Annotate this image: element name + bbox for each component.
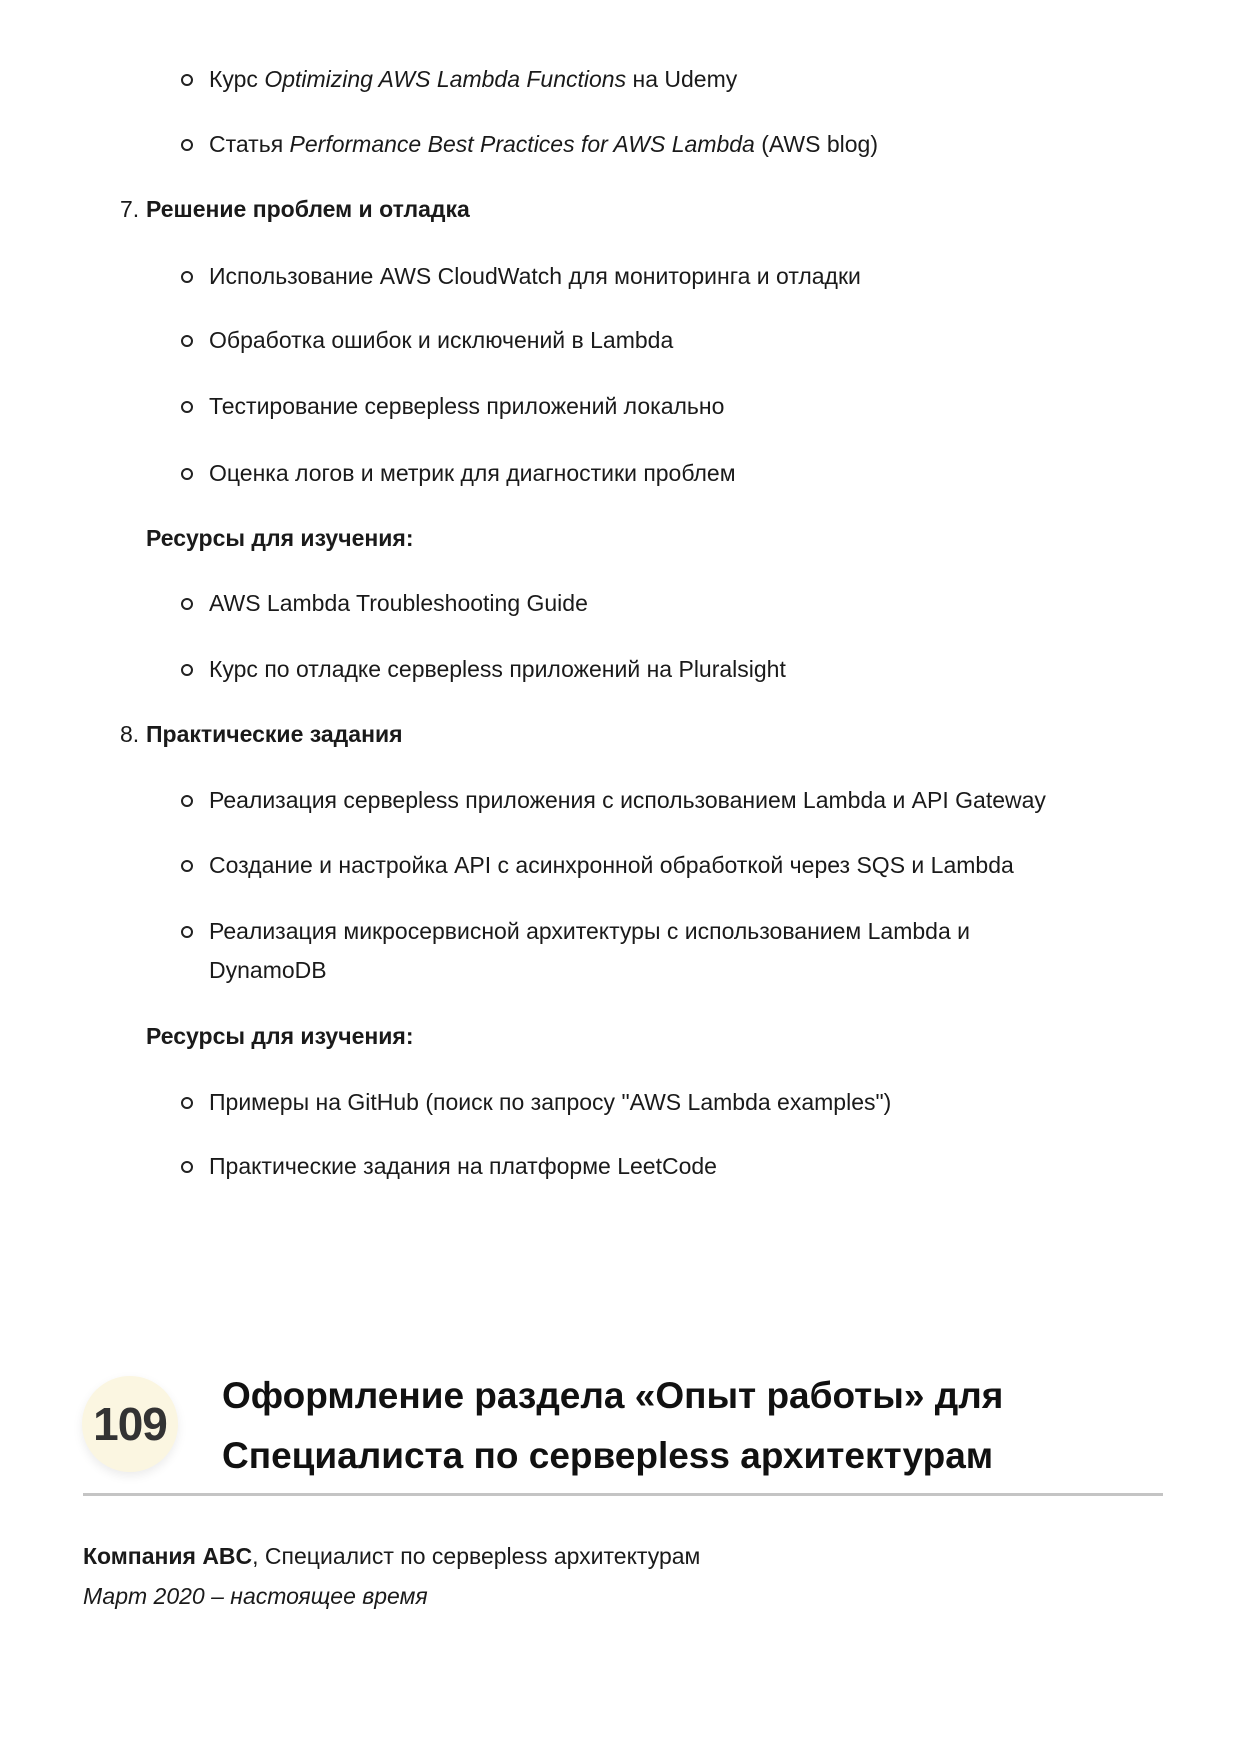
list-item [209, 261, 861, 291]
bullet-circle-icon [181, 1097, 193, 1109]
bullet-circle-icon [181, 795, 193, 807]
bullet-circle-icon [181, 74, 193, 86]
text-run: Курс по отладке серверless приложений на Pluralsight [209, 656, 786, 682]
text-run: Практические задания [146, 721, 403, 747]
list-item-continuation [209, 955, 327, 985]
bullet-circle-icon [181, 926, 193, 938]
list-item [209, 458, 736, 488]
section-divider [83, 1493, 1163, 1496]
bullet-circle-icon [181, 1161, 193, 1173]
text-run: Ресурсы для изучения: [146, 525, 414, 551]
list-number: 8. [120, 721, 140, 747]
list-item [209, 654, 786, 684]
resources-label [146, 523, 413, 553]
text-run: Performance Best Practices for AWS Lambda [289, 131, 755, 157]
text-run: на Udemy [626, 66, 738, 92]
list-item [209, 391, 724, 421]
list-item [209, 850, 1014, 880]
text-run: Использование AWS CloudWatch для мониторинга и отладки [209, 263, 861, 289]
bullet-circle-icon [181, 860, 193, 872]
job-line [83, 1541, 700, 1571]
text-run: Реализация микросервисной архитектуры с использованием Lambda и [209, 918, 970, 944]
text-run: Статья [209, 131, 290, 157]
section-number-badge: 109 [82, 1376, 178, 1472]
bullet-circle-icon [181, 271, 193, 283]
bullet-circle-icon [181, 664, 193, 676]
resources-label [146, 1021, 413, 1051]
text-run: Создание и настройка API с асинхронной обработкой через SQS и Lambda [209, 852, 1014, 878]
numbered-heading [146, 194, 470, 224]
text-run: AWS Lambda Troubleshooting Guide [209, 590, 588, 616]
text-run: Курс [209, 66, 265, 92]
list-item [209, 64, 737, 94]
bullet-circle-icon [181, 401, 193, 413]
text-run: Практические задания на платформе LeetCode [209, 1153, 717, 1179]
company-name: Компания ABC [83, 1543, 253, 1569]
job-period: Март 2020 – настоящее время [83, 1583, 428, 1609]
numbered-heading [146, 719, 403, 749]
text-run: Решение проблем и отладка [146, 196, 470, 222]
bullet-circle-icon [181, 468, 193, 480]
list-item [209, 916, 970, 946]
section-title-line-1: Оформление раздела «Опыт работы» для [222, 1375, 1004, 1416]
list-item [209, 785, 1046, 815]
bullet-circle-icon [181, 139, 193, 151]
list-item [209, 129, 878, 159]
job-role: , Специалист по серверless архитектурам [252, 1543, 701, 1569]
text-run: (AWS blog) [754, 131, 878, 157]
bullet-circle-icon [181, 598, 193, 610]
list-item [209, 1087, 891, 1117]
text-run: Optimizing AWS Lambda Functions [264, 66, 627, 92]
list-item [209, 1151, 717, 1181]
section-title-line-2: Специалиста по серверless архитектурам [222, 1435, 994, 1476]
text-run: Обработка ошибок и исключений в Lambda [209, 327, 674, 353]
text-run: DynamoDB [209, 957, 327, 983]
list-item [209, 325, 673, 355]
bullet-circle-icon [181, 335, 193, 347]
text-run: Примеры на GitHub (поиск по запросу "AWS Lambda examples") [209, 1089, 892, 1115]
text-run: Тестирование серверless приложений локально [209, 393, 725, 419]
list-number: 7. [120, 196, 140, 222]
text-run: Реализация серверless приложения с использованием Lambda и API Gateway [209, 787, 1046, 813]
text-run: Ресурсы для изучения: [146, 1023, 414, 1049]
list-item [209, 588, 588, 618]
text-run: Оценка логов и метрик для диагностики проблем [209, 460, 736, 486]
